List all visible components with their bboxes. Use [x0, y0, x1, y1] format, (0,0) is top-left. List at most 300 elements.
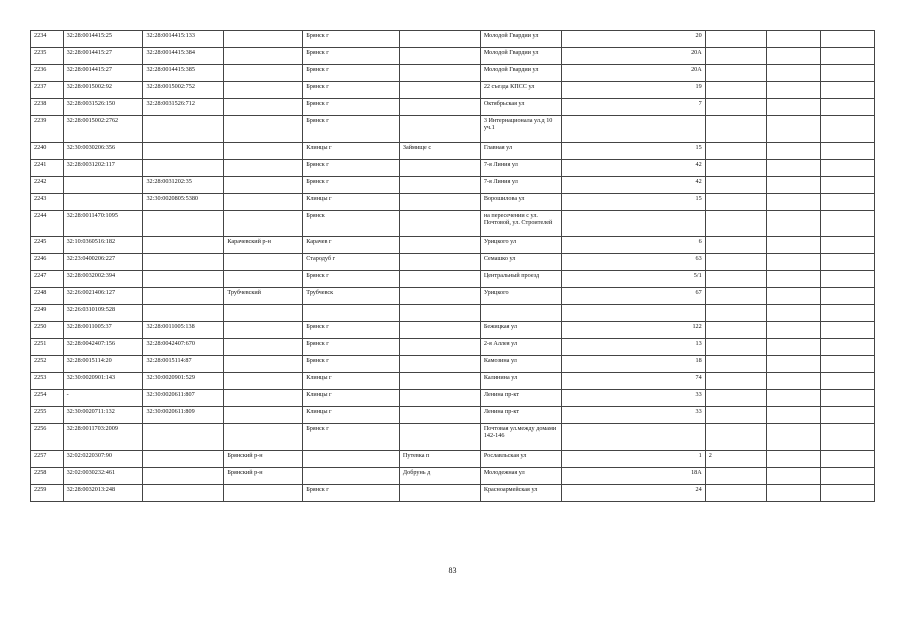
building-cell: [705, 82, 766, 99]
street-cell: 2-я Аллея ул: [480, 339, 561, 356]
table-row: [31, 48, 875, 65]
building-cell: [705, 210, 766, 237]
city-cell: Клинцы г: [303, 193, 400, 210]
city-cell: Брянск г: [303, 484, 400, 501]
city-cell: Карачев г: [303, 237, 400, 254]
extra-cell: [821, 305, 875, 322]
building-cell: [705, 193, 766, 210]
apartment-cell: [766, 159, 821, 176]
cadastral-number-2: [143, 116, 224, 143]
district-cell: [224, 322, 303, 339]
table-row: [31, 193, 875, 210]
street-cell: Рославльская ул: [480, 450, 561, 467]
settlement-cell: [399, 31, 480, 48]
district-cell: [224, 31, 303, 48]
page-number: 83: [448, 566, 457, 575]
street-cell: Семашко ул: [480, 254, 561, 271]
house-number-cell: 33: [561, 407, 705, 424]
street-cell: Главная ул: [480, 142, 561, 159]
extra-cell: [821, 407, 875, 424]
cadastral-number-1: 32:26:0021406:127: [63, 288, 143, 305]
cadastral-number-2: [143, 271, 224, 288]
settlement-cell: [399, 322, 480, 339]
cadastral-number-2: 32:28:0031202:35: [143, 176, 224, 193]
house-number-cell: [561, 116, 705, 143]
apartment-cell: [766, 31, 821, 48]
cadastral-number-2: 32:28:0031526:712: [143, 99, 224, 116]
street-cell: Октябрьская ул: [480, 99, 561, 116]
cadastral-number-2: [143, 424, 224, 451]
cadastral-number-1: 32:28:0032002:394: [63, 271, 143, 288]
building-cell: [705, 65, 766, 82]
cadastral-number-2: 32:28:0014415:385: [143, 65, 224, 82]
street-cell: Калинина ул: [480, 373, 561, 390]
row-number: 2257: [31, 450, 64, 467]
building-cell: [705, 484, 766, 501]
settlement-cell: [399, 210, 480, 237]
house-number-cell: 20: [561, 31, 705, 48]
city-cell: [303, 450, 400, 467]
district-cell: [224, 305, 303, 322]
extra-cell: [821, 65, 875, 82]
house-number-cell: 19: [561, 82, 705, 99]
street-cell: Урицкого ул: [480, 237, 561, 254]
table-row: [31, 142, 875, 159]
apartment-cell: [766, 467, 821, 484]
building-cell: [705, 356, 766, 373]
settlement-cell: [399, 390, 480, 407]
building-cell: [705, 142, 766, 159]
settlement-cell: [399, 116, 480, 143]
table-row: [31, 305, 875, 322]
settlement-cell: [399, 159, 480, 176]
cadastral-number-2: 32:28:0015002:752: [143, 82, 224, 99]
table-row: [31, 484, 875, 501]
extra-cell: [821, 159, 875, 176]
district-cell: [224, 82, 303, 99]
city-cell: [303, 305, 400, 322]
city-cell: Брянск г: [303, 356, 400, 373]
district-cell: [224, 373, 303, 390]
house-number-cell: 18А: [561, 467, 705, 484]
city-cell: Брянск г: [303, 176, 400, 193]
street-cell: на пересечении с ул. Почтовой, ул. Строителей: [480, 210, 561, 237]
apartment-cell: [766, 237, 821, 254]
table-row: [31, 210, 875, 237]
apartment-cell: [766, 288, 821, 305]
settlement-cell: [399, 48, 480, 65]
city-cell: Брянск г: [303, 82, 400, 99]
table-row: [31, 339, 875, 356]
apartment-cell: [766, 450, 821, 467]
district-cell: [224, 116, 303, 143]
apartment-cell: [766, 271, 821, 288]
extra-cell: [821, 193, 875, 210]
building-cell: [705, 467, 766, 484]
row-number: 2236: [31, 65, 64, 82]
building-cell: [705, 288, 766, 305]
extra-cell: [821, 390, 875, 407]
extra-cell: [821, 339, 875, 356]
row-number: 2258: [31, 467, 64, 484]
district-cell: Трубчевский: [224, 288, 303, 305]
cadastral-number-1: 32:28:0011005:37: [63, 322, 143, 339]
settlement-cell: Добрунь д: [399, 467, 480, 484]
city-cell: Брянск г: [303, 339, 400, 356]
apartment-cell: [766, 254, 821, 271]
row-number: 2244: [31, 210, 64, 237]
city-cell: Клинцы г: [303, 373, 400, 390]
cadastral-number-2: 32:30:0020611:807: [143, 390, 224, 407]
house-number-cell: 33: [561, 390, 705, 407]
city-cell: Брянск г: [303, 31, 400, 48]
city-cell: Брянск г: [303, 322, 400, 339]
cadastral-number-1: 32:28:0014415:27: [63, 65, 143, 82]
settlement-cell: [399, 305, 480, 322]
apartment-cell: [766, 373, 821, 390]
house-number-cell: 15: [561, 142, 705, 159]
building-cell: [705, 373, 766, 390]
row-number: 2235: [31, 48, 64, 65]
settlement-cell: [399, 82, 480, 99]
row-number: 2234: [31, 31, 64, 48]
building-cell: [705, 407, 766, 424]
settlement-cell: [399, 288, 480, 305]
row-number: 2259: [31, 484, 64, 501]
table-row: [31, 356, 875, 373]
table-row: [31, 254, 875, 271]
building-cell: [705, 31, 766, 48]
cadastral-number-1: -: [63, 390, 143, 407]
apartment-cell: [766, 407, 821, 424]
district-cell: Брянский р-н: [224, 450, 303, 467]
city-cell: Клинцы г: [303, 390, 400, 407]
settlement-cell: [399, 254, 480, 271]
building-cell: 2: [705, 450, 766, 467]
apartment-cell: [766, 82, 821, 99]
extra-cell: [821, 322, 875, 339]
street-cell: Бежицкая ул: [480, 322, 561, 339]
extra-cell: [821, 484, 875, 501]
apartment-cell: [766, 305, 821, 322]
extra-cell: [821, 82, 875, 99]
district-cell: [224, 356, 303, 373]
extra-cell: [821, 271, 875, 288]
city-cell: Брянск г: [303, 99, 400, 116]
row-number: 2245: [31, 237, 64, 254]
district-cell: [224, 484, 303, 501]
building-cell: [705, 424, 766, 451]
cadastral-number-1: 32:30:0030206:356: [63, 142, 143, 159]
table-row: [31, 467, 875, 484]
row-number: 2253: [31, 373, 64, 390]
row-number: 2247: [31, 271, 64, 288]
cadastral-number-2: 32:30:0020611:809: [143, 407, 224, 424]
street-cell: Красноармейская ул: [480, 484, 561, 501]
cadastral-number-1: 32:28:0011470:1095: [63, 210, 143, 237]
row-number: 2240: [31, 142, 64, 159]
district-cell: [224, 390, 303, 407]
street-cell: Ворошилова ул: [480, 193, 561, 210]
extra-cell: [821, 237, 875, 254]
street-cell: Камозина ул: [480, 356, 561, 373]
house-number-cell: 13: [561, 339, 705, 356]
cadastral-number-1: 32:30:0020901:143: [63, 373, 143, 390]
cadastral-number-1: 32:28:0015002:2762: [63, 116, 143, 143]
street-cell: 7-я Линия ул: [480, 159, 561, 176]
district-cell: [224, 210, 303, 237]
table-row: [31, 99, 875, 116]
table-row: [31, 271, 875, 288]
apartment-cell: [766, 210, 821, 237]
street-cell: 7-я Линия ул: [480, 176, 561, 193]
row-number: 2241: [31, 159, 64, 176]
cadastral-number-2: 32:30:0020901:529: [143, 373, 224, 390]
cadastral-number-2: [143, 142, 224, 159]
building-cell: [705, 305, 766, 322]
cadastral-number-2: 32:28:0011005:138: [143, 322, 224, 339]
cadastral-number-1: 32:28:0011703:2009: [63, 424, 143, 451]
house-number-cell: 67: [561, 288, 705, 305]
house-number-cell: 7: [561, 99, 705, 116]
city-cell: Брянск г: [303, 424, 400, 451]
row-number: 2252: [31, 356, 64, 373]
row-number: 2242: [31, 176, 64, 193]
table-row: [31, 176, 875, 193]
cadastral-number-1: 32:28:0014415:25: [63, 31, 143, 48]
settlement-cell: [399, 176, 480, 193]
row-number: 2250: [31, 322, 64, 339]
settlement-cell: [399, 484, 480, 501]
city-cell: Брянск г: [303, 48, 400, 65]
cadastral-number-2: [143, 288, 224, 305]
row-number: 2251: [31, 339, 64, 356]
cadastral-number-1: [63, 176, 143, 193]
district-cell: Брянский р-н: [224, 467, 303, 484]
extra-cell: [821, 116, 875, 143]
table-row: [31, 237, 875, 254]
district-cell: [224, 65, 303, 82]
apartment-cell: [766, 339, 821, 356]
settlement-cell: [399, 356, 480, 373]
table-row: [31, 424, 875, 451]
city-cell: Стародуб г: [303, 254, 400, 271]
street-cell: Центральный проезд: [480, 271, 561, 288]
street-cell: Ленина пр-кт: [480, 390, 561, 407]
street-cell: Почтовая ул.между домами 142-146: [480, 424, 561, 451]
cadastral-number-1: 32:28:0042407:156: [63, 339, 143, 356]
apartment-cell: [766, 142, 821, 159]
building-cell: [705, 116, 766, 143]
city-cell: Брянск г: [303, 65, 400, 82]
cadastral-number-2: 32:28:0014415:133: [143, 31, 224, 48]
extra-cell: [821, 210, 875, 237]
building-cell: [705, 271, 766, 288]
building-cell: [705, 237, 766, 254]
table-row: [31, 65, 875, 82]
cadastral-number-2: [143, 254, 224, 271]
street-cell: Молодой Гвардии ул: [480, 31, 561, 48]
settlement-cell: [399, 373, 480, 390]
cadastral-number-2: [143, 305, 224, 322]
street-cell: Молодой Гвардии ул: [480, 65, 561, 82]
cadastral-number-1: 32:10:0360516:182: [63, 237, 143, 254]
extra-cell: [821, 450, 875, 467]
street-cell: Молодой Гвардии ул: [480, 48, 561, 65]
extra-cell: [821, 31, 875, 48]
street-cell: 22 съезда КПСС ул: [480, 82, 561, 99]
district-cell: [224, 48, 303, 65]
apartment-cell: [766, 390, 821, 407]
table-row: [31, 288, 875, 305]
settlement-cell: Займище с: [399, 142, 480, 159]
house-number-cell: [561, 210, 705, 237]
building-cell: [705, 322, 766, 339]
cadastral-number-2: [143, 450, 224, 467]
city-cell: [303, 467, 400, 484]
city-cell: Клинцы г: [303, 407, 400, 424]
row-number: 2238: [31, 99, 64, 116]
apartment-cell: [766, 193, 821, 210]
row-number: 2255: [31, 407, 64, 424]
cadastral-number-1: 32:26:0310109:528: [63, 305, 143, 322]
district-cell: [224, 176, 303, 193]
street-cell: Ленина пр-кт: [480, 407, 561, 424]
city-cell: Брянск: [303, 210, 400, 237]
district-cell: [224, 407, 303, 424]
cadastral-number-2: [143, 484, 224, 501]
city-cell: Брянск г: [303, 159, 400, 176]
district-cell: [224, 159, 303, 176]
cadastral-number-1: 32:28:0015002:92: [63, 82, 143, 99]
extra-cell: [821, 288, 875, 305]
house-number-cell: 5/1: [561, 271, 705, 288]
building-cell: [705, 99, 766, 116]
settlement-cell: [399, 339, 480, 356]
row-number: 2239: [31, 116, 64, 143]
cadastral-number-2: [143, 210, 224, 237]
cadastral-number-1: 32:28:0031526:150: [63, 99, 143, 116]
cadastral-number-1: 32:28:0014415:27: [63, 48, 143, 65]
table-row: [31, 82, 875, 99]
table-row: [31, 31, 875, 48]
row-number: 2248: [31, 288, 64, 305]
cadastral-number-2: 32:28:0015114:87: [143, 356, 224, 373]
cadastral-number-2: [143, 237, 224, 254]
district-cell: [224, 99, 303, 116]
address-table: [30, 30, 875, 502]
district-cell: [224, 339, 303, 356]
row-number: 2256: [31, 424, 64, 451]
settlement-cell: [399, 193, 480, 210]
settlement-cell: [399, 99, 480, 116]
street-cell: Молодежная ул: [480, 467, 561, 484]
city-cell: Брянск г: [303, 116, 400, 143]
house-number-cell: 122: [561, 322, 705, 339]
row-number: 2249: [31, 305, 64, 322]
cadastral-number-1: 32:30:0020711:132: [63, 407, 143, 424]
house-number-cell: 42: [561, 159, 705, 176]
street-cell: Урицкого: [480, 288, 561, 305]
row-number: 2237: [31, 82, 64, 99]
cadastral-number-2: 32:28:0014415:384: [143, 48, 224, 65]
house-number-cell: 6: [561, 237, 705, 254]
house-number-cell: 24: [561, 484, 705, 501]
cadastral-number-1: 32:28:0031202:117: [63, 159, 143, 176]
table-row: [31, 450, 875, 467]
house-number-cell: 15: [561, 193, 705, 210]
apartment-cell: [766, 484, 821, 501]
cadastral-number-1: 32:28:0032013:248: [63, 484, 143, 501]
extra-cell: [821, 467, 875, 484]
apartment-cell: [766, 356, 821, 373]
cadastral-number-2: 32:30:0020805:5380: [143, 193, 224, 210]
house-number-cell: [561, 305, 705, 322]
settlement-cell: [399, 237, 480, 254]
apartment-cell: [766, 116, 821, 143]
house-number-cell: 20А: [561, 65, 705, 82]
district-cell: [224, 142, 303, 159]
extra-cell: [821, 176, 875, 193]
city-cell: Клинцы г: [303, 142, 400, 159]
extra-cell: [821, 424, 875, 451]
district-cell: [224, 271, 303, 288]
extra-cell: [821, 373, 875, 390]
district-cell: [224, 254, 303, 271]
city-cell: Брянск г: [303, 271, 400, 288]
cadastral-number-1: 32:02:0030232:461: [63, 467, 143, 484]
district-cell: Карачевский р-н: [224, 237, 303, 254]
apartment-cell: [766, 322, 821, 339]
building-cell: [705, 176, 766, 193]
cadastral-number-1: 32:28:0015114:20: [63, 356, 143, 373]
apartment-cell: [766, 424, 821, 451]
table-row: [31, 390, 875, 407]
street-cell: 3 Интернационала ул.д 10 уч.1: [480, 116, 561, 143]
house-number-cell: 18: [561, 356, 705, 373]
city-cell: Трубчевск: [303, 288, 400, 305]
building-cell: [705, 390, 766, 407]
row-number: 2246: [31, 254, 64, 271]
extra-cell: [821, 356, 875, 373]
cadastral-number-1: 32:02:0220307:90: [63, 450, 143, 467]
house-number-cell: 20А: [561, 48, 705, 65]
cadastral-number-2: [143, 159, 224, 176]
settlement-cell: [399, 424, 480, 451]
settlement-cell: Путевка п: [399, 450, 480, 467]
table-row: [31, 373, 875, 390]
building-cell: [705, 339, 766, 356]
cadastral-number-1: 32:23:0400206:227: [63, 254, 143, 271]
building-cell: [705, 48, 766, 65]
settlement-cell: [399, 65, 480, 82]
building-cell: [705, 159, 766, 176]
cadastral-number-2: 32:28:0042407:670: [143, 339, 224, 356]
house-number-cell: 74: [561, 373, 705, 390]
street-cell: [480, 305, 561, 322]
table-row: [31, 407, 875, 424]
table-body: [31, 31, 875, 502]
row-number: 2243: [31, 193, 64, 210]
row-number: 2254: [31, 390, 64, 407]
extra-cell: [821, 142, 875, 159]
district-cell: [224, 424, 303, 451]
table-row: [31, 322, 875, 339]
table-row: [31, 116, 875, 143]
house-number-cell: 1: [561, 450, 705, 467]
table-row: [31, 159, 875, 176]
district-cell: [224, 193, 303, 210]
